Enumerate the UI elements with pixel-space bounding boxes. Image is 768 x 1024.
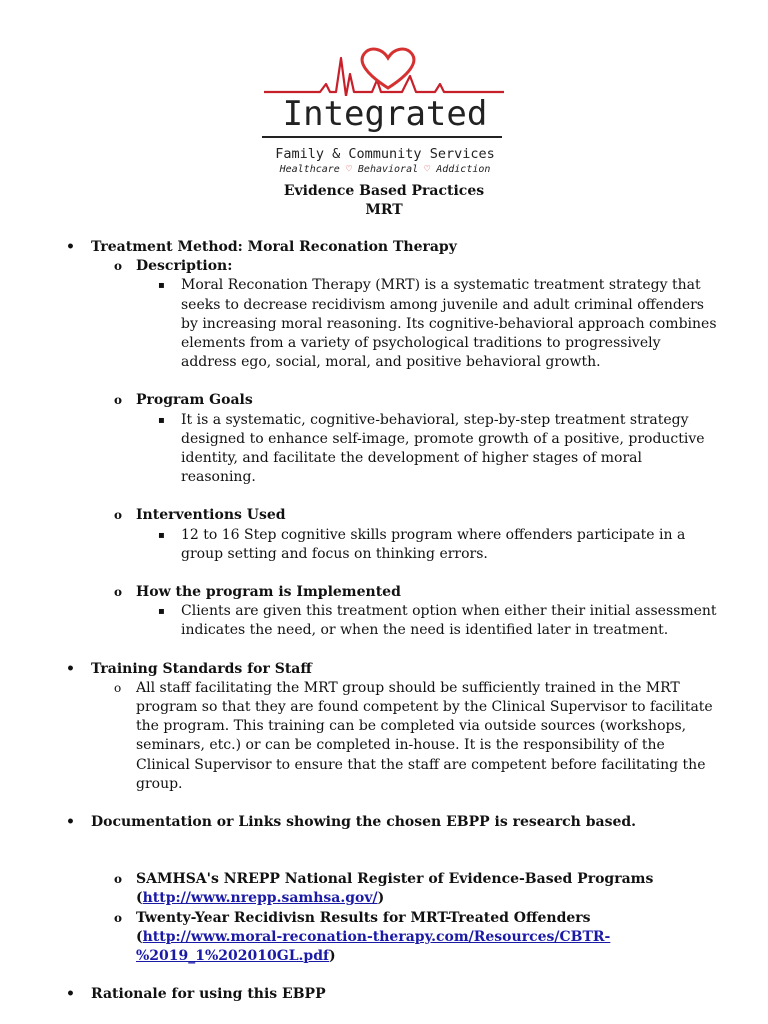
circle-bullet-icon: o [114,872,123,887]
logo-tag-healthcare: Healthcare [279,164,340,175]
subsection-description [0,257,768,276]
square-bullet-icon: ▪ [158,414,165,426]
reference-text: Twenty-Year Recidivisn Results for MRT-Treated Offenders ( [136,909,591,945]
logo-tag-addiction: Addiction [436,164,491,175]
subsection-heading: Program Goals [136,392,253,409]
section-rationale [0,985,768,1004]
page-title [0,182,768,220]
logo-tagline [250,164,520,175]
square-bullet-icon: ▪ [158,280,165,292]
logo-divider [262,136,502,138]
heart-icon: ♡ [345,164,352,175]
logo-tag-behavioral: Behavioral [357,164,419,175]
subsection-heading: Description: [136,258,233,275]
description-text: Moral Reconation Therapy (MRT) is a systematic treatment strategy that seeks to decrease recidivism among juvenile and adult criminal offenders by increasing moral reasoning. Its cognitive-behavioral approach combines elements from a variety of psychological traditions to progressively address ego, social, moral, and positive behavioral growth. [181,277,717,371]
reference-text: SAMHSA's NREPP National Register of Evidence-Based Programs [136,871,654,888]
nrepp-link[interactable]: http://www.nrepp.samhsa.gov/ [142,890,378,907]
recidivism-results-link[interactable]: http://www.moral-reconation-therapy.com/Resources/CBTR-%2019_1%202010GL.pdf [136,928,611,965]
subsection-heading: How the program is Implemented [136,584,401,601]
section-documentation [0,813,768,832]
reference-recidivism: Twenty-Year Recidivisn Results for MRT-Treated Offenders (http://www.moral-reconation-therapy.com/Resources/CBTR-%2019_1%202010GL.pdf) [136,909,611,965]
reference-nrepp: SAMHSA's NREPP National Register of Evidence-Based Programs (http://www.nrepp.samhsa.gov/) [136,871,654,907]
bullet-icon: • [66,814,75,831]
bullet-icon: • [66,660,75,677]
subsection-heading: Interventions Used [136,507,286,524]
title-line-1: Evidence Based Practices [283,183,485,199]
list-item [0,602,768,640]
circle-bullet-icon: o [114,259,123,274]
interventions-text: 12 to 16 Step cognitive skills program where offenders participate in a group setting and focus on thinking errors. [181,526,686,562]
goals-text: It is a systematic, cognitive-behavioral, step-by-step treatment strategy designed to enhance self-image, promote growth of a positive, productive identity, and facilitate the development of higher stages of moral reasoning. [181,411,705,486]
logo-subtitle: Family & Community Services [275,146,495,162]
section-heading: Documentation or Links showing the chosen EBPP is research based. [91,814,637,831]
square-bullet-icon: ▪ [158,529,165,541]
list-item [0,526,768,564]
ekg-heart-graphic [250,44,520,96]
bullet-icon: • [66,239,75,255]
title-line-2: MRT [365,202,403,218]
heart-icon: ♡ [424,164,431,175]
section-training-standards [0,660,768,679]
document-body [0,238,768,1005]
square-bullet-icon: ▪ [158,606,165,618]
list-item [0,679,768,794]
section-heading: Rationale for using this EBPP [91,986,326,1003]
circle-bullet-icon: o [114,393,123,408]
subsection-program-goals [0,391,768,410]
bullet-icon: • [66,986,75,1003]
circle-bullet-icon: o [114,585,123,600]
list-item [0,276,768,372]
subsection-interventions [0,506,768,525]
circle-bullet-icon: o [114,508,123,523]
section-heading: Training Standards for Staff [91,660,312,677]
training-text: All staff facilitating the MRT group should be sufficiently trained in the MRT program so that they are found competent by the Clinical Supervisor to facilitate the program. This training can be completed via outside sources (workshops, seminars, etc.) or can be completed in-house. It is the responsibility of the Clinical Supervisor to ensure that the staff are competent before facilitating the group. [136,679,713,792]
section-heading: Treatment Method: Moral Reconation Therapy [91,239,457,255]
list-item [0,909,768,967]
logo-title: Integrated [282,94,488,134]
implementation-text: Clients are given this treatment option when either their initial assessment indicates the need, or when the need is identified later in treatment. [181,603,717,639]
circle-bullet-icon: o [114,680,122,695]
circle-bullet-icon: o [114,910,123,925]
section-treatment-method [0,238,768,257]
organization-logo [250,44,520,180]
list-item [0,411,768,488]
list-item [0,870,768,908]
subsection-implementation [0,583,768,602]
